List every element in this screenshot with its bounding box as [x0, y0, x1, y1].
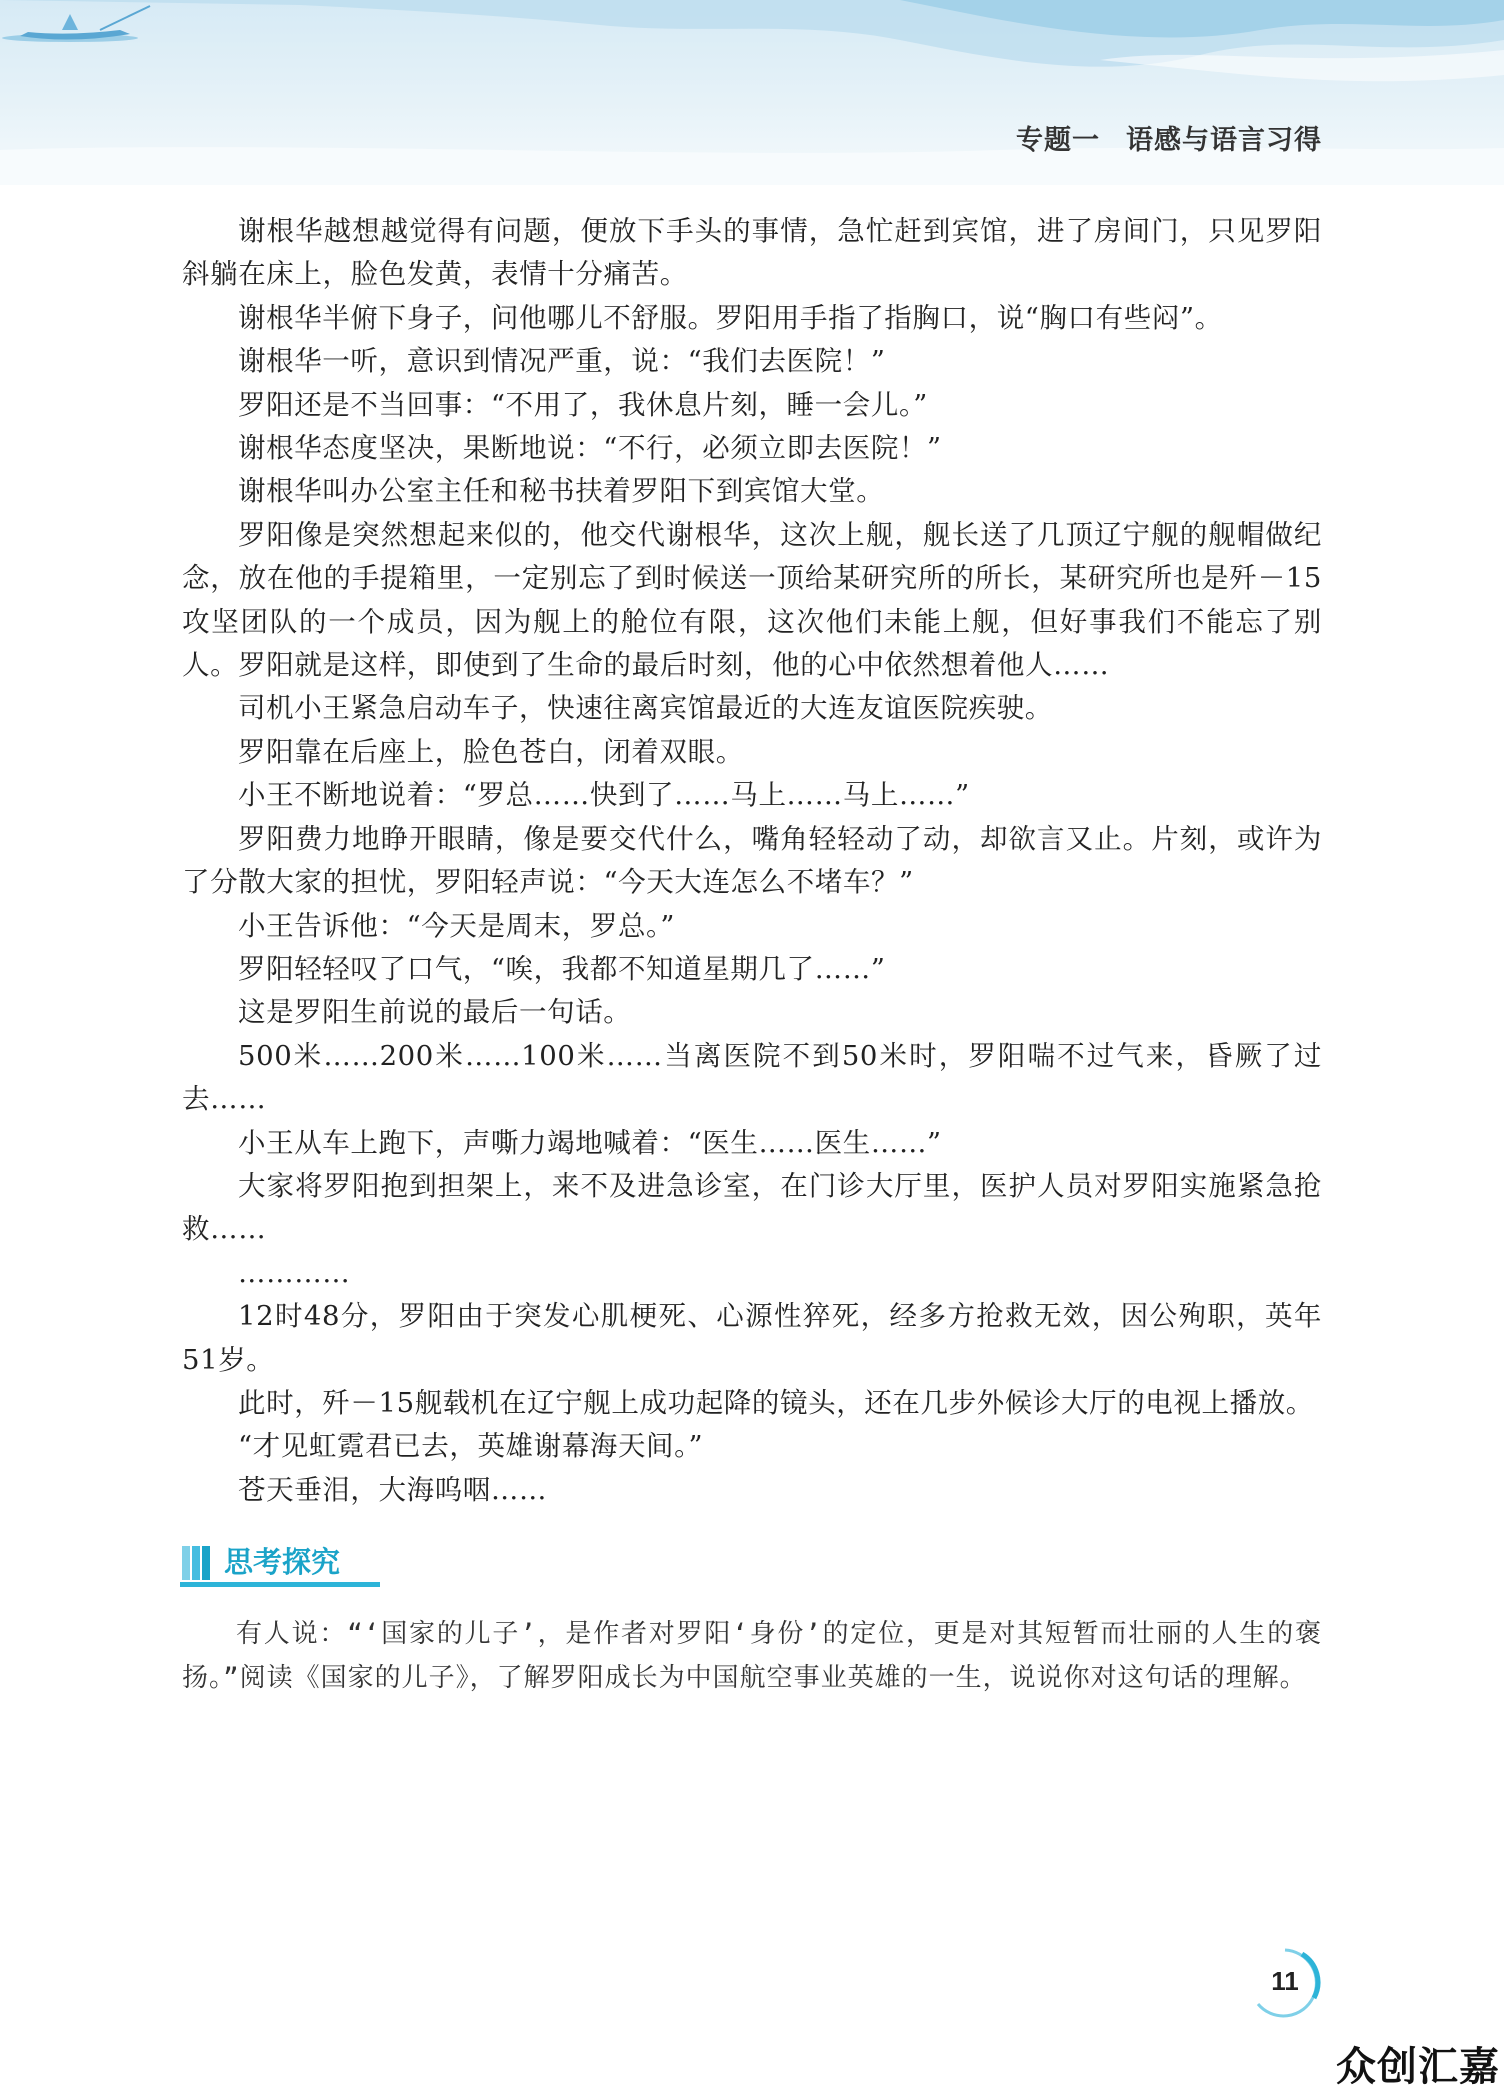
watermark: 众创汇嘉	[1336, 2044, 1500, 2090]
paragraph: 谢根华半俯下身子，问他哪儿不舒服。罗阳用手指了指胸口，说“胸口有些闷”。	[238, 301, 1223, 334]
header-banner	[0, 0, 1504, 185]
paragraph: 罗阳靠在后座上，脸色苍白，闭着双眼。	[238, 735, 744, 768]
chapter-title: 语感与语言习得	[1126, 125, 1322, 156]
paragraph: 大家将罗阳抱到担架上，来不及进急诊室，在门诊大厅里，医护人员对罗阳实施紧急抢救……	[182, 1169, 1322, 1246]
paragraph: 谢根华叫办公室主任和秘书扶着罗阳下到宾馆大堂。	[238, 475, 885, 508]
paragraph: 罗阳像是突然想起来似的，他交代谢根华，这次上舰，舰长送了几顶辽宁舰的舰帽做纪念，放在他的手提箱里，一定别忘了到时候送一顶给某研究所的所长，某研究所也是歼－15攻坚团队的一个成员，因为舰上的舱位有限，这次他们未能上舰，但好事我们不能忘了别人。罗阳就是这样，即使到了生命的最后时刻，他的心中依然想着他人……	[182, 518, 1322, 682]
paragraph: “才见虹霓君已去，英雄谢幕海天间。”	[238, 1430, 704, 1463]
paragraph: 小王从车上跑下，声嘶力竭地喊着：“医生……医生……”	[238, 1126, 942, 1159]
boat-icon	[0, 0, 160, 50]
paragraph: 小王告诉他：“今天是周末，罗总。”	[238, 909, 676, 942]
chapter-heading	[1016, 118, 1322, 157]
sky-sea-decoration	[0, 0, 1504, 185]
paragraph: 谢根华态度坚决，果断地说：“不行，必须立即去医院！”	[238, 432, 942, 465]
story-text	[182, 210, 1322, 1512]
question-text	[182, 1612, 1322, 1700]
paragraph: 罗阳费力地睁开眼睛，像是要交代什么，嘴角轻轻动了动，却欲言又止。片刻，或许为了分散大家的担忧，罗阳轻声说：“今天大连怎么不堵车？”	[182, 822, 1322, 899]
paragraph: 小王不断地说着：“罗总……快到了……马上……马上……”	[238, 779, 970, 812]
section-header	[180, 1540, 380, 1588]
paragraph: 罗阳轻轻叹了口气，“唉，我都不知道星期几了……”	[238, 952, 886, 985]
chapter-number: 专题一	[1016, 125, 1100, 156]
section-title: 思考探究	[224, 1545, 341, 1579]
page-number: 11	[1271, 1966, 1299, 1996]
page-number-badge	[1248, 1946, 1322, 2020]
paragraph: 司机小王紧急启动车子，快速往离宾馆最近的大连友谊医院疾驶。	[238, 692, 1053, 725]
paragraph: 此时，歼－15舰载机在辽宁舰上成功起降的镜头，还在几步外候诊大厅的电视上播放。	[238, 1386, 1314, 1419]
paragraph: 这是罗阳生前说的最后一句话。	[238, 996, 632, 1029]
paragraph: 苍天垂泪，大海呜咽……	[238, 1473, 548, 1506]
book-icon	[180, 1542, 218, 1582]
paragraph: 谢根华越想越觉得有问题，便放下手头的事情，急忙赶到宾馆，进了房间门，只见罗阳斜躺在床上，脸色发黄，表情十分痛苦。	[182, 215, 1322, 291]
ellipsis-separator: …………	[238, 1256, 351, 1289]
paragraph: 罗阳还是不当回事：“不用了，我休息片刻，睡一会儿。”	[238, 388, 928, 421]
question-paragraph: 有人说：“‘国家的儿子’，是作者对罗阳‘身份’的定位，更是对其短暂而壮丽的人生的褒扬。”阅读《国家的儿子》，了解罗阳成长为中国航空事业英雄的一生，说说你对这句话的理解。	[182, 1619, 1322, 1693]
paragraph: 12时48分，罗阳由于突发心肌梗死、心源性猝死，经多方抢救无效，因公殉职，英年51岁。	[182, 1300, 1322, 1376]
paragraph: 谢根华一听，意识到情况严重，说：“我们去医院！”	[238, 345, 886, 378]
paragraph: 500米……200米……100米……当离医院不到50米时，罗阳喘不过气来，昏厥了过去……	[182, 1039, 1322, 1116]
section-underline	[180, 1582, 380, 1587]
